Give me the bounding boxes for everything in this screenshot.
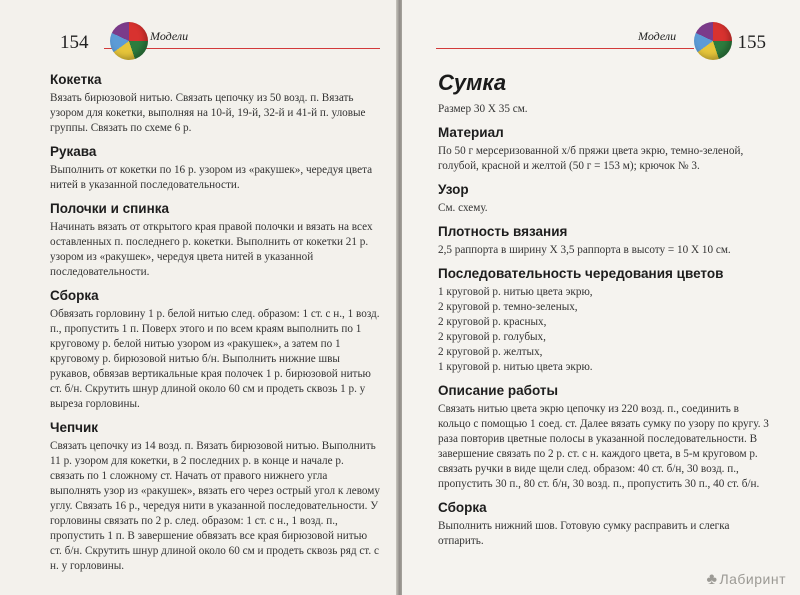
section-label: Модели: [150, 29, 189, 43]
section-text: Выполнить от кокетки по 16 р. узором из «ракушек», чередуя цвета нитей в указанной последовательности.: [50, 164, 373, 191]
color-sequence: [438, 285, 772, 375]
section-text: Связать нитью цвета экрю цепочку из 220 возд. п., соединить в кольцо с помощью 1 соед. ст. Далее вязать сумку по узору по кругу. 3 раза повторив цветные полосы в указанной последовательности. В завершение связать по 2 р. ст. с н. каждого цвета, в 5-м круговом р. связать ручки в виде щели след. образом: 40 ст. б/н, 30 возд. п., пропустить 30 п., 80 ст. б/н, 30 возд. п., пропустить 30 п., 40 ст. б/н.: [438, 403, 769, 490]
section-text: Обвязать горловину 1 р. белой нитью след. образом: 1 ст. с н., 1 возд. п., пропустить 1 п. Поверх этого и по всем краям выполнить по 1 круговому р. белой нитью узором из «ракушек», а затем по 1 круговому р. бирюзовой нитью б/н. Выполнить нижние швы рукавов, обвязав вертикальные края полочек 1 р. бирюзовой нитью ст. б/н. Скрутить шнур длиной около 60 см и продеть сквозь 1 р. у выреза горловины.: [50, 308, 380, 410]
section-heading: Кокетка: [50, 72, 102, 87]
left-page: [0, 0, 398, 595]
section-heading: Сборка: [438, 500, 487, 515]
sequence-line: 1 круговой р. нитью цвета экрю,: [438, 286, 593, 298]
section-text: 2,5 раппорта в ширину Х 3,5 раппорта в высоту = 10 Х 10 см.: [438, 244, 731, 256]
section-text: См. схему.: [438, 202, 488, 214]
section-heading: Плотность вязания: [438, 224, 568, 239]
section-heading: Последовательность чередования цветов: [438, 266, 724, 281]
section-heading: Узор: [438, 182, 469, 197]
section-text: Связать цепочку из 14 возд. п. Вязать бирюзовой нитью. Выполнить 11 р. узором для кокетки, в 2 последних р. в конце и начале р. связать по 1 сложному ст. Начать от правого нижнего угла выполнять узор из «ракушек», вязать его через острый угол к левому углу. Связать 16 р., чередуя нити в указанной последовательности. У горловины связать по 2 р. след. образом: 1 ст. с н., 1 возд. п., пропустить 1 п. В завершение обвязать все края бирюзовой нитью ст. б/н. Скрутить шнур длиной около 60 см и продеть сквозь ряд ст. с н. у горловины.: [50, 440, 380, 572]
section-heading: Рукава: [50, 144, 97, 159]
section-heading: Описание работы: [438, 383, 558, 398]
section-text: По 50 г мерсеризованной х/б пряжи цвета экрю, темно-зеленой, голубой, красной и желтой (50 г = 153 м); крючок № 3.: [438, 145, 744, 172]
section-heading: Чепчик: [50, 420, 99, 435]
sequence-line: 2 круговой р. красных,: [438, 316, 547, 328]
article-title: Сумка: [438, 70, 507, 95]
publisher-watermark: [706, 571, 786, 589]
sequence-line: 1 круговой р. нитью цвета экрю.: [438, 361, 593, 373]
tree-icon: ♣: [706, 571, 718, 588]
sequence-line: 2 круговой р. желтых,: [438, 346, 543, 358]
section-text: Вязать бирюзовой нитью. Связать цепочку из 50 возд. п. Вязать узором для кокетки, выполняя на 10-й, 19-й, 32-й и 41-й п. уловые группы. Связать по схеме 6 р.: [50, 92, 366, 134]
sequence-line: 2 круговой р. голубых,: [438, 331, 546, 343]
section-heading: Материал: [438, 125, 504, 140]
section-text: Начинать вязать от открытого края правой полочки и вязать на всех оставленных п. последнего р. кокетки. Выполнить от кокетки 21 р. узором из «ракушек», чередуя цвета нитей в указанной последовательности.: [50, 221, 373, 278]
section-label: Модели: [638, 29, 677, 43]
size-text: Размер 30 Х 35 см.: [438, 103, 528, 115]
section-heading: Полочки и спинка: [50, 201, 169, 216]
publisher-name: Лабиринт: [719, 571, 786, 587]
yarn-ball-icon: [694, 22, 732, 60]
right-page: [402, 0, 800, 595]
yarn-ball-icon: [110, 22, 148, 60]
page-number: 154: [60, 32, 89, 53]
left-content: [50, 72, 380, 582]
right-header: [426, 18, 766, 58]
left-header: [40, 18, 380, 58]
right-content: [438, 72, 772, 557]
header-rule: [436, 48, 694, 49]
section-heading: Сборка: [50, 288, 99, 303]
sequence-line: 2 круговой р. темно-зеленых,: [438, 301, 578, 313]
page-number: 155: [737, 32, 766, 53]
section-text: Выполнить нижний шов. Готовую сумку расправить и слегка отпарить.: [438, 520, 730, 547]
